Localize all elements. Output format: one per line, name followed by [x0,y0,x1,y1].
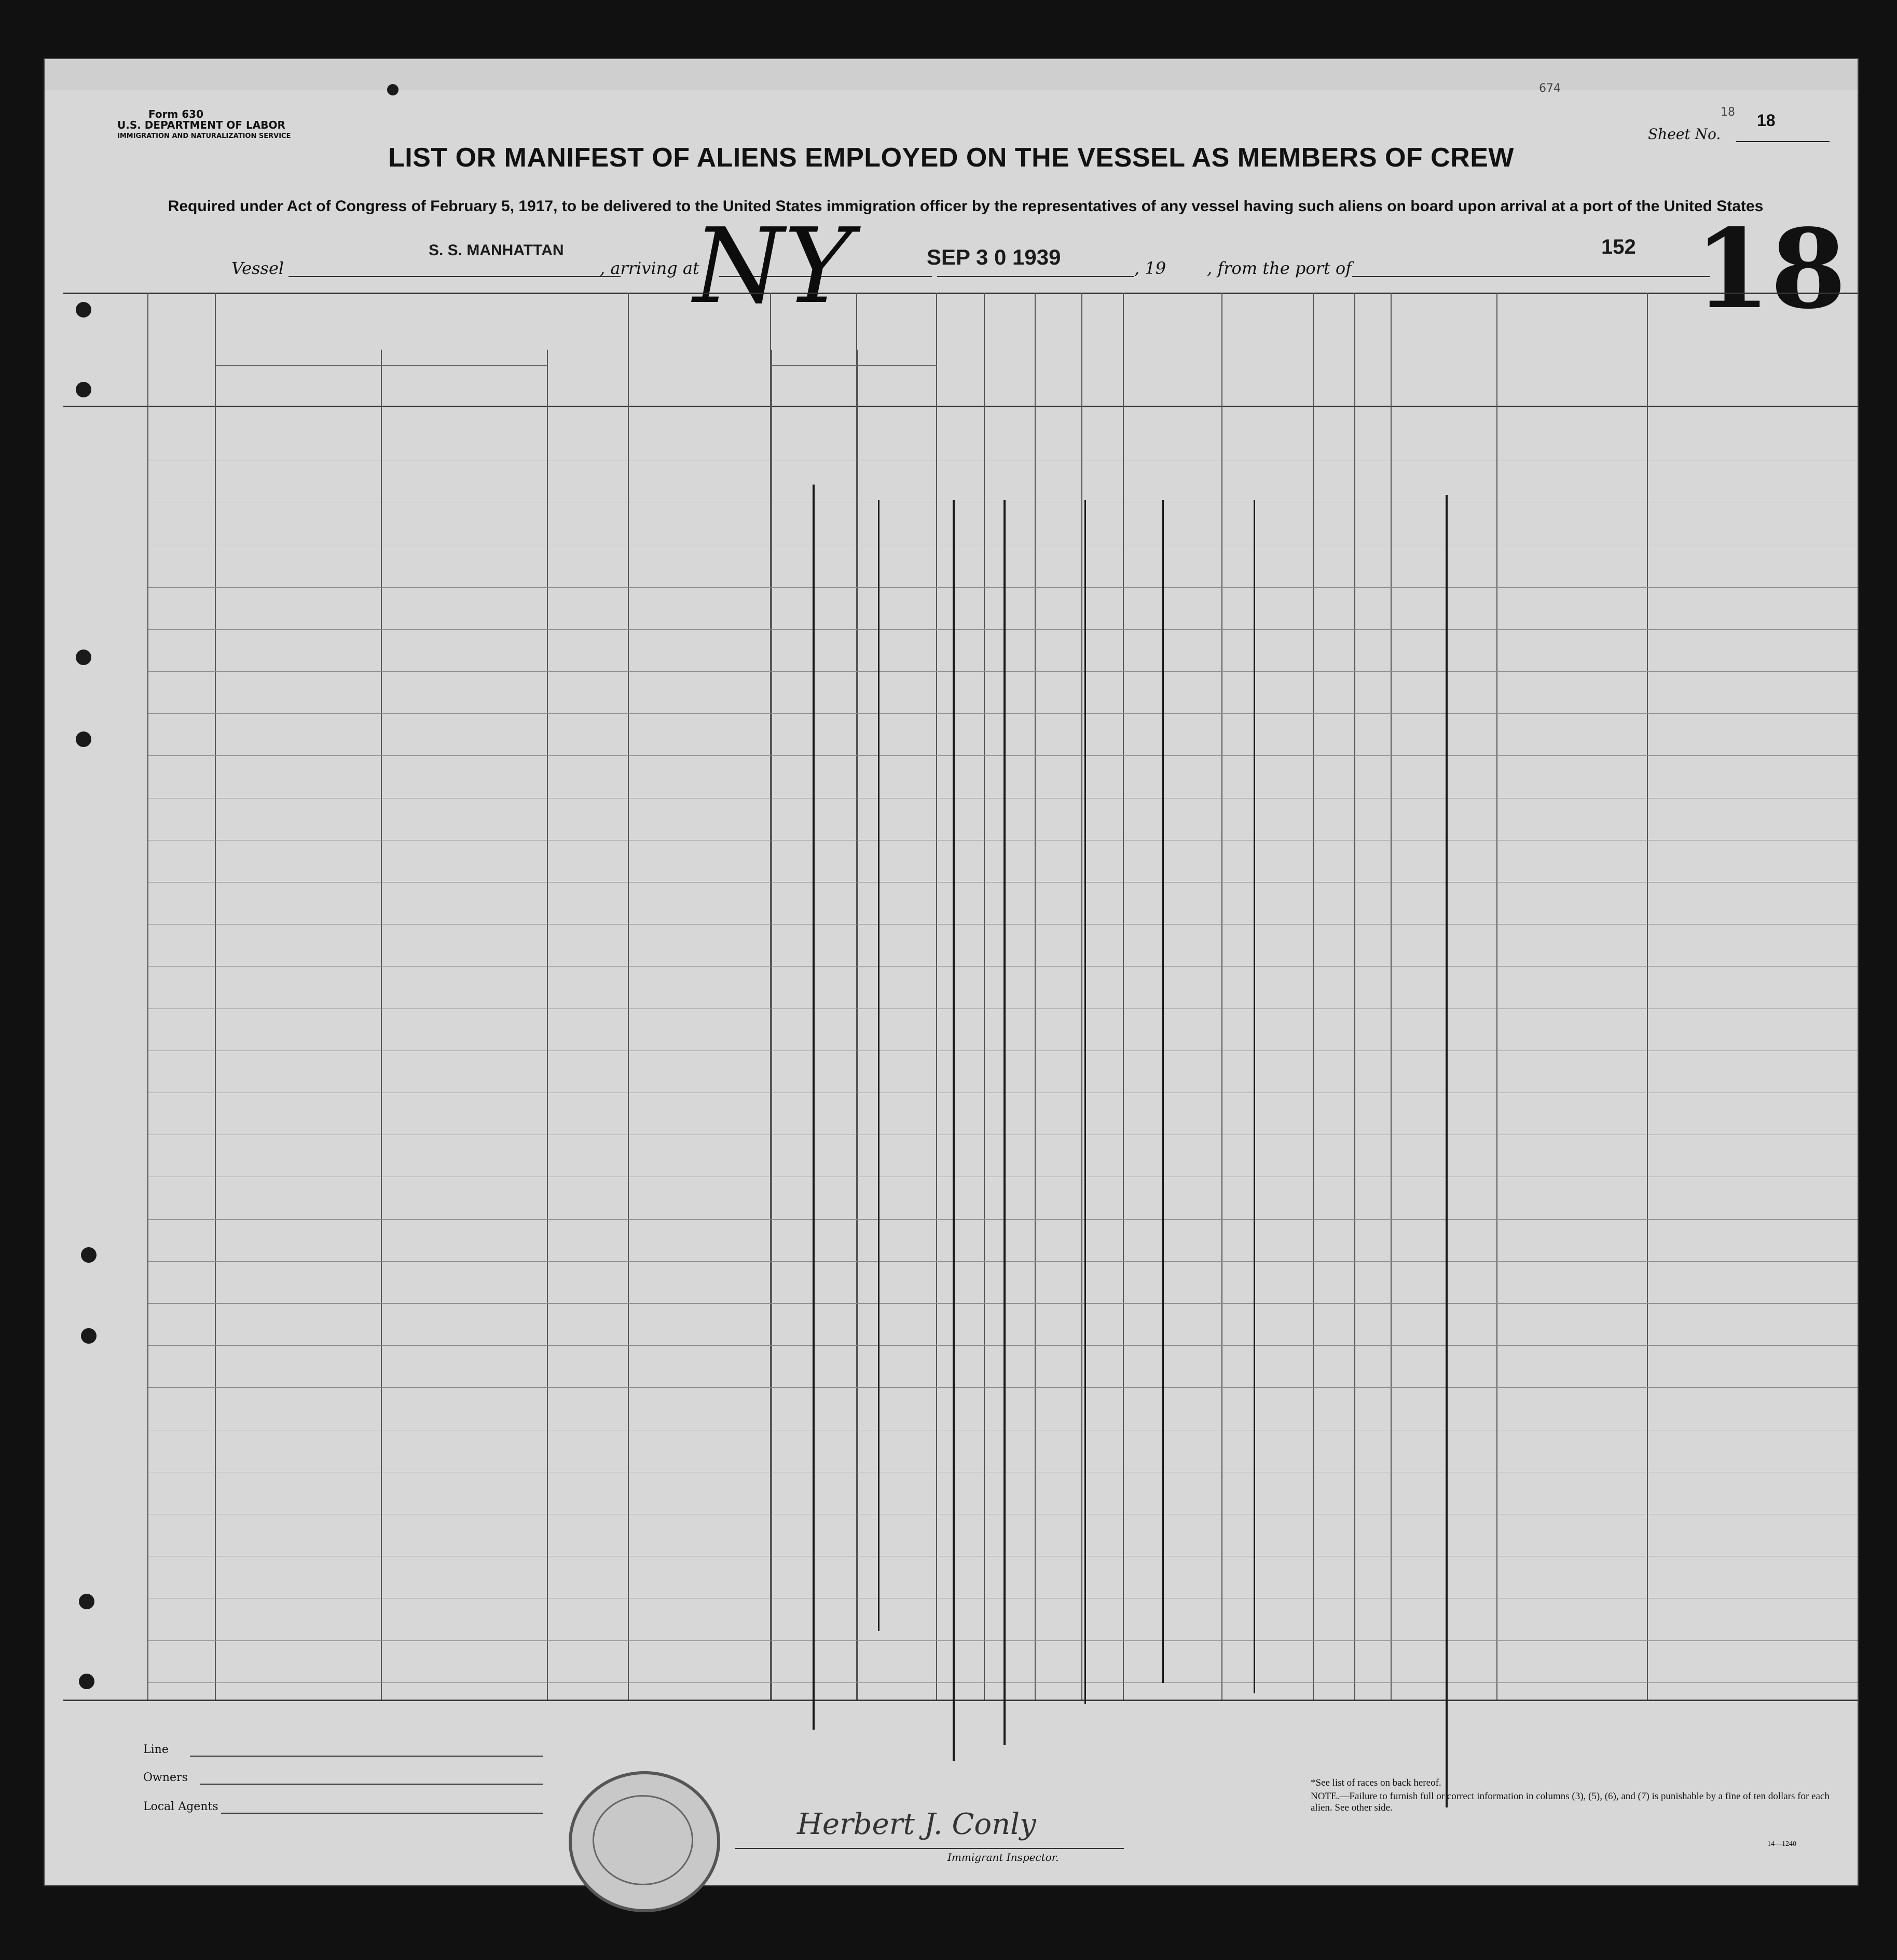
column-divider [547,350,548,1700]
penalty-note: NOTE.—Failure to furnish full or correct information in columns (3), (5), (6), and (7) is punishable by a fine of ten dollars for each alien. See other side. [1311,1791,1830,1813]
vessel-label: Vessel [231,258,284,278]
sheet-no-label: Sheet No. [1648,126,1721,143]
column-divider [1354,293,1355,1700]
from-port-line [1352,276,1710,277]
row-divider [148,1387,1858,1388]
pen-mark [1446,495,1448,1807]
pencil-number: 674 [1539,82,1561,95]
inspector-signature: Herbert J. Conly [797,1807,1036,1841]
row-divider [148,1219,1858,1220]
print-code: 14—1240 [1767,1840,1796,1848]
arriving-label: , arriving at [600,258,699,278]
row-divider [148,713,1858,714]
binder-hole [81,1328,97,1344]
column-divider [147,293,148,1700]
binder-hole [79,1594,94,1609]
row-divider [148,1345,1858,1346]
date-stamp: SEP 3 0 1939 [927,245,1061,269]
column-divider [1313,293,1314,1700]
pen-mark [878,500,879,1631]
column-divider [984,293,985,1700]
pen-mark [1084,500,1086,1704]
date-line [937,276,1134,277]
stamp-number: 152 [1601,236,1636,258]
binder-hole [76,731,91,747]
form-number: Form 630 [148,108,204,120]
row-divider [148,755,1858,756]
binder-hole [76,302,91,318]
table-top-border [63,293,1858,294]
row-divider [148,671,1858,672]
column-divider [1081,293,1082,1700]
row-divider [148,1682,1858,1683]
column-divider [628,293,629,1700]
consulate-seal [569,1771,720,1912]
column-divider [215,293,216,1700]
column-divider [1391,293,1392,1700]
signature-line [735,1848,1124,1849]
binder-hole [81,1247,97,1263]
binder-hole [79,1674,94,1689]
vessel-line [288,276,621,277]
owners-field [200,1784,543,1785]
vessel-name: S. S. MANHATTAN [429,242,564,259]
owners-label: Owners [143,1771,188,1784]
row-divider [148,587,1858,588]
department: U.S. DEPARTMENT OF LABOR [117,119,285,131]
column-divider [936,293,937,1700]
page-subtitle: Required under Act of Congress of February 5, 1917, to be delivered to the United States immigration officer by the representatives of any vessel having such aliens on board upon arrival at a port of the United States [168,198,1764,215]
column-divider [1123,293,1124,1700]
punch-hole [387,84,398,95]
row-divider [148,1640,1858,1641]
pen-mark [953,500,955,1761]
sheet-number: 18 [1757,111,1776,130]
column-divider [1221,293,1222,1700]
pen-mark [1162,500,1164,1683]
subheader-line [771,365,937,366]
column-divider [1496,293,1497,1700]
row-divider [148,1261,1858,1262]
year-label: , 19 [1134,258,1166,278]
manifest-sheet [44,58,1859,1886]
column-divider [857,350,858,1700]
pen-mark [1004,500,1006,1745]
service: IMMIGRATION AND NATURALIZATION SERVICE [117,132,291,140]
binder-hole [76,382,91,397]
row-divider [148,629,1858,630]
line-field [190,1756,543,1757]
line-label: Line [143,1743,169,1756]
column-divider [771,350,772,1700]
form-identifier [117,109,291,142]
seal-inner-ring [593,1795,693,1885]
table-bottom-border [63,1700,1858,1701]
table-header-border [63,406,1858,407]
column-divider [1647,293,1648,1700]
pencil-sheet: 18 [1721,106,1735,119]
inspector-label: Immigrant Inspector. [947,1851,1059,1864]
from-port-label: , from the port of [1207,258,1352,278]
column-divider [1035,293,1036,1700]
top-strip [45,59,1858,90]
row-divider [148,1303,1858,1304]
large-sheet-number: 18 [1695,205,1847,333]
subheader-line [216,365,548,366]
agents-field [221,1813,543,1814]
pen-mark [1254,500,1255,1693]
pen-mark [813,485,815,1730]
binder-hole [76,650,91,665]
page-title: LIST OR MANIFEST OF ALIENS EMPLOYED ON THE VESSEL AS MEMBERS OF CREW [388,143,1514,173]
row-divider [148,966,1858,967]
local-agents-label: Local Agents [143,1800,218,1813]
arrival-port-handwritten: NY [693,206,853,327]
column-divider [381,350,382,1700]
race-note: *See list of races on back hereof. [1311,1777,1441,1788]
